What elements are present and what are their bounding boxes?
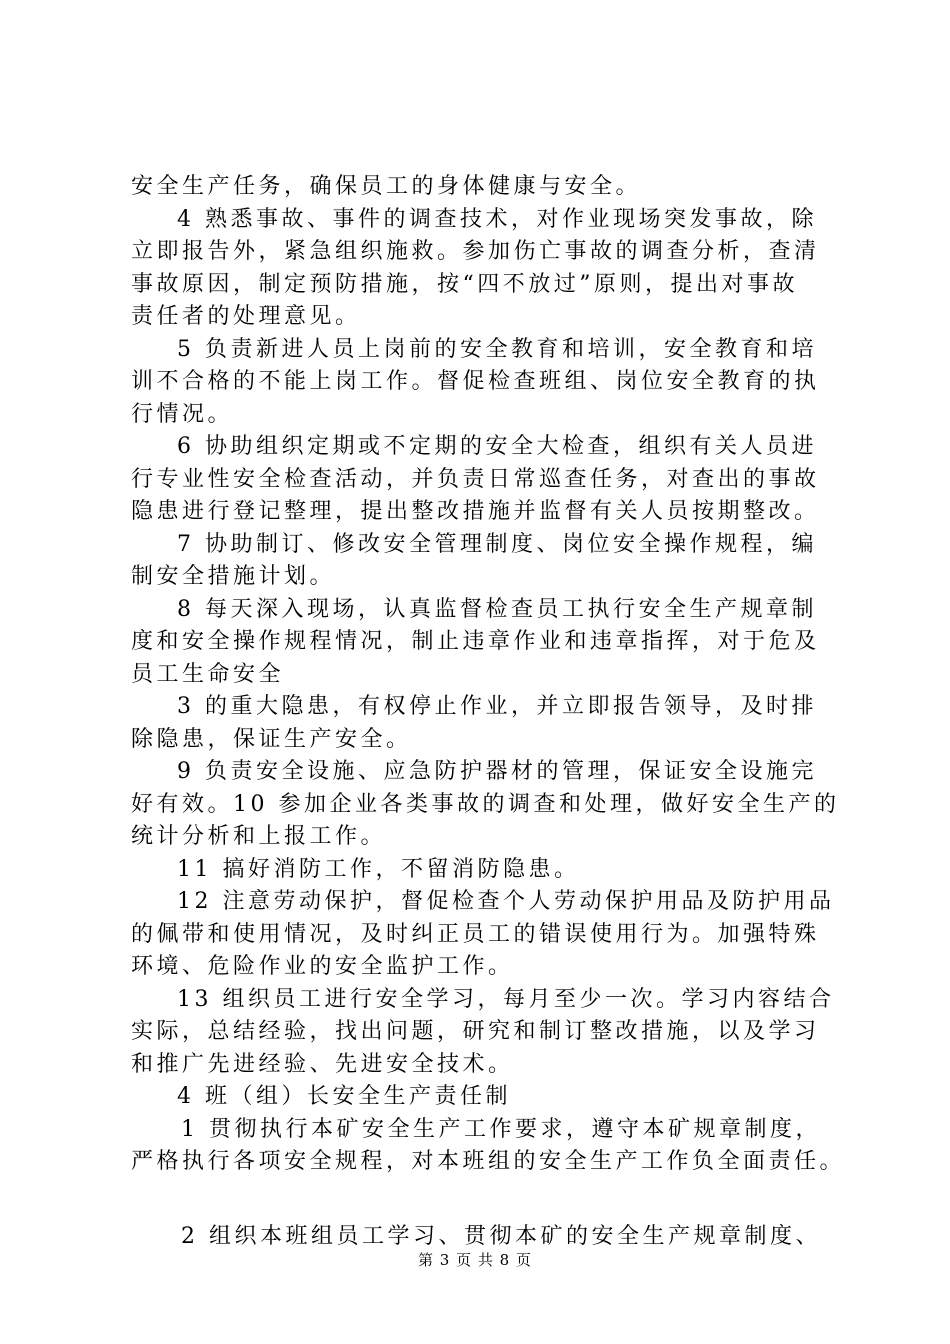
- text-line: 的佩带和使用情况，及时纠正员工的错误使用行为。加强特殊: [131, 921, 820, 947]
- text-line: 行情况。: [131, 401, 234, 427]
- page-number-footer: 第 3 页 共 8 页: [418, 1251, 532, 1269]
- text-line: 环境、危险作业的安全监护工作。: [131, 954, 514, 979]
- text-line: 统计分析和上报工作。: [131, 824, 387, 849]
- text-line: 实际，总结经验，找出问题，研究和制订整改措施，以及学习: [131, 1019, 820, 1044]
- text-line: 13 组织员工进行安全学习，每月至少一次。学习内容结合: [177, 986, 835, 1012]
- text-line: 度和安全操作规程情况，制止违章作业和违章指挥，对于危及: [131, 629, 820, 654]
- text-line: 隐患进行登记整理，提出整改措施并监督有关人员按期整改。: [131, 499, 820, 524]
- text-line: 员工生命安全: [131, 661, 285, 687]
- text-line: 立即报告外，紧急组织施救。参加伤亡事故的调查分析，查清: [131, 239, 820, 264]
- text-line: 5 负责新进人员上岗前的安全教育和培训，安全教育和培: [177, 336, 817, 362]
- text-line: 行专业性安全检查活动，并负责日常巡查任务，对查出的事故: [131, 466, 820, 492]
- section-heading: 4 班（组）长安全生产责任制: [177, 1084, 511, 1109]
- text-line: 安全生产任务，确保员工的身体健康与安全。: [131, 174, 642, 199]
- text-line: 训不合格的不能上岗工作。督促检查班组、岗位安全教育的执: [131, 369, 820, 394]
- text-line: 制安全措施计划。: [131, 564, 336, 589]
- text-line: 1 贯彻执行本矿安全生产工作要求，遵守本矿规章制度，: [181, 1116, 821, 1142]
- text-line: 4 熟悉事故、事件的调查技术，对作业现场突发事故，除: [177, 206, 817, 232]
- text-line: 好有效。10 参加企业各类事故的调查和处理，做好安全生产的: [131, 791, 840, 817]
- document-body: [131, 171, 846, 1253]
- text-line: 9 负责安全设施、应急防护器材的管理，保证安全设施完: [177, 759, 817, 784]
- text-line: 3 的重大隐患，有权停止作业，并立即报告领导，及时排: [177, 694, 817, 719]
- text-line: 除隐患，保证生产安全。: [131, 726, 412, 752]
- text-line: 8 每天深入现场，认真监督检查员工执行安全生产规章制: [177, 596, 817, 622]
- text-line: 责任者的处理意见。: [131, 304, 361, 329]
- text-line: 2 组织本班组员工学习、贯彻本矿的安全生产规章制度、: [181, 1223, 821, 1249]
- text-line: 12 注意劳动保护，督促检查个人劳动保护用品及防护用品: [177, 889, 835, 914]
- text-line: 7 协助制订、修改安全管理制度、岗位安全操作规程，编: [177, 531, 817, 557]
- paragraph-gap: [131, 1179, 831, 1221]
- text-line: 6 协助组织定期或不定期的安全大检查，组织有关人员进: [177, 434, 817, 459]
- text-line: 和推广先进经验、先进安全技术。: [131, 1051, 514, 1077]
- text-line: 11 搞好消防工作，不留消防隐患。: [177, 856, 580, 882]
- text-line: 严格执行各项安全规程，对本班组的安全生产工作负全面责任。: [131, 1149, 846, 1174]
- text-line: 事故原因，制定预防措施，按“四不放过”原则，提出对事故: [131, 271, 798, 297]
